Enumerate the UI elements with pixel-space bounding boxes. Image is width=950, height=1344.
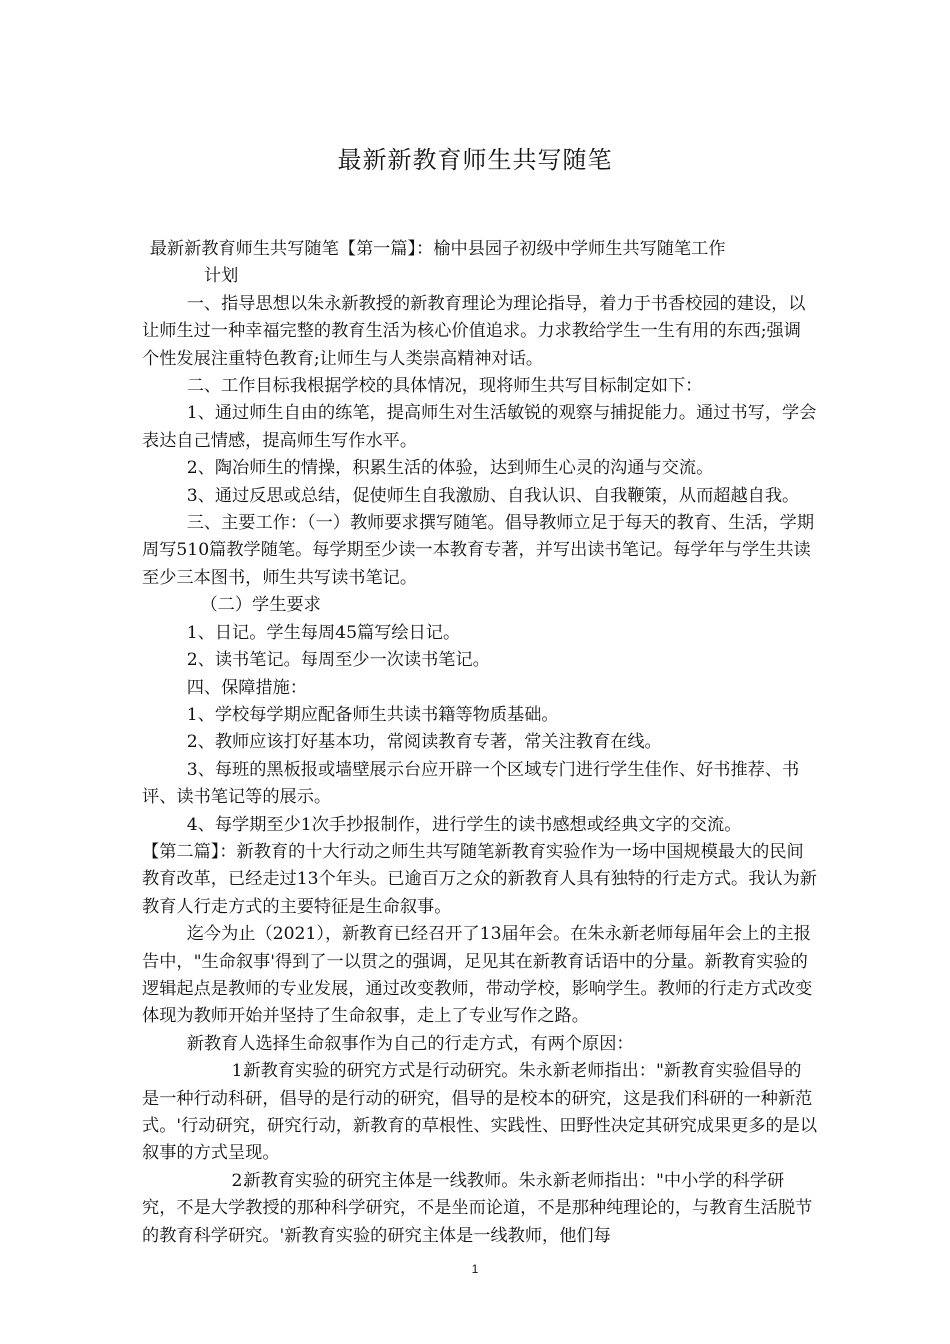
paragraph: 4、每学期至少1次手抄报制作，进行学生的读书感想或经典文字的交流。 [186,814,742,835]
paragraph: 二、工作目标我根据学校的具体情况，现将师生共写目标制定如下： [186,376,703,397]
paragraph: 1、通过师生自由的练笔，提高师生对生活敏锐的观察与捕捉能力。通过书写，学会表达自己情感，提高师生写作水平。 [142,403,817,451]
paragraph: 3、通过反思或总结，促使师生自我激励、自我认识、自我鞭策，从而超越自我。 [186,485,800,506]
numbered-paragraph [142,1168,818,1250]
numbered-paragraph [142,1058,818,1168]
paragraph: 2、陶冶师生的情操，积累生活的体验，达到师生心灵的沟通与交流。 [186,458,714,479]
heading-line-1: 最新新教育师生共写随笔【第一篇】：榆中县园子初级中学师生共写随笔工作 [149,239,726,259]
paragraph: 1、学校每学期应配备师生共读书籍等物质基础。 [186,704,559,725]
list-number: 1. [231,1061,248,1082]
paragraph: 1、日记。学生每周45篇写绘日记。 [186,622,461,643]
paragraph: 【第二篇】：新教育的十大行动之师生共写随笔新教育实验作为一场中国规模最大的民间教育改革，已经走过13个年头。已逾百万之众的新教育人具有独特的行走方式。我认为新教育人行走方式的主要特征是生命叙事。 [142,841,817,917]
section-heading [142,236,818,291]
paragraph: 一、指导思想以朱永新教授的新教育理论为理论指导，着力于书香校园的建设，以让师生过一种幸福完整的教育生活为核心价值追求。力求教给学生一生有用的东西;强调个性发展注重特色教育;让师生与人类崇高精神对话。 [142,293,806,369]
paragraph: 新教育人选择生命叙事作为自己的行走方式，有两个原因： [186,1033,634,1054]
list-number: 2. [231,1170,248,1191]
list-text: 新教育实验的研究方式是行动研究。朱永新老师指出："新教育实验倡导的是一种行动科研，倡导的是行动的研究，倡导的是校本的研究，这是我们科研的一种新范式。'行动研究，研究行动，新教育的草根性、实践性、田野性决定其研究成果更多的是以叙事的方式呈现。 [142,1061,818,1164]
heading-line-2: 计划 [203,266,239,287]
page-number: 1 [471,1262,479,1276]
paragraph: 2、教师应该打好基本功，常阅读教育专著，常关注教育在线。 [186,732,662,753]
paragraph: （二）学生要求 [200,595,321,616]
document-body [142,236,818,1250]
paragraph: 迄今为止（2021），新教育已经召开了13届年会。在朱永新老师每届年会上的主报告中，"生命叙事'得到了一以贯之的强调，足见其在新教育话语中的分量。新教育实验的逻辑起点是教师的专业发展，通过改变教师，带动学校，影响学生。教师的行走方式改变体现为教师开始并坚持了生命叙事，走上了专业写作之路。 [142,924,813,1027]
document-title: 最新新教育师生共写随笔 [337,146,613,174]
paragraph: 四、保障措施： [186,677,308,698]
paragraph: 2、读书笔记。每周至少一次读书笔记。 [186,650,490,671]
paragraph: 三、主要工作：（一）教师要求撰写随笔。倡导教师立足于每天的教育、生活，学期周写510篇教学随笔。每学期至少读一本教育专著，并写出读书笔记。每学年与学生共读至少三本图书，师生共写读书笔记。 [142,513,815,588]
list-text: 新教育实验的研究主体是一线教师。朱永新老师指出："中小学的科学研究，不是大学教授的那种科学研究，不是坐而论道，不是那种纯理论的，与教育生活脱节的教育科学研究。'新教育实验的研究主体是一线教师，他们每 [142,1170,813,1246]
paragraph: 3、每班的黑板报或墙壁展示台应开辟一个区域专门进行学生佳作、好书推荐、书评、读书笔记等的展示。 [142,759,800,808]
